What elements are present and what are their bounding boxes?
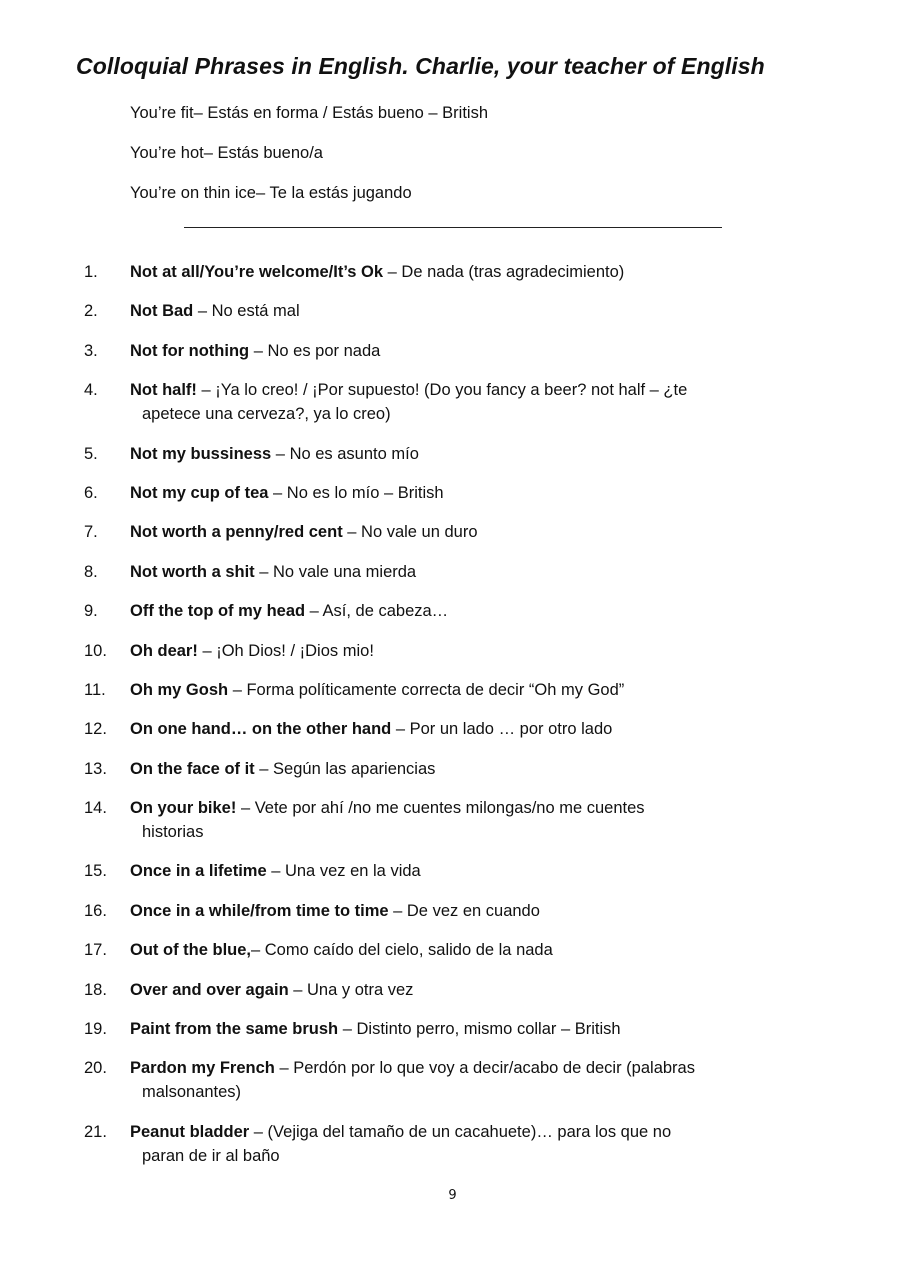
phrase-term: Not at all/You’re welcome/It’s Ok bbox=[130, 263, 384, 281]
phrase-list bbox=[84, 260, 774, 1183]
list-item-text bbox=[130, 1123, 774, 1168]
phrase-definition: – No es lo mío – British bbox=[268, 483, 444, 502]
phrase-term: Not my cup of tea bbox=[130, 483, 269, 502]
list-item-text bbox=[130, 862, 421, 880]
intro-line: You’re on thin ice– Te la estás jugando bbox=[130, 184, 412, 202]
intro-block bbox=[130, 103, 488, 223]
list-item-number: 11. bbox=[84, 680, 106, 699]
intro-line: You’re fit– Estás en forma / Estás bueno – British bbox=[130, 104, 488, 122]
list-item-text bbox=[130, 484, 444, 502]
list-item bbox=[84, 717, 774, 741]
phrase-definition: – (Vejiga del tamaño de un cacahuete)… para los que no bbox=[249, 1122, 672, 1141]
page-title: Colloquial Phrases in English. Charlie, your teacher of English bbox=[76, 53, 765, 79]
phrase-term: On the face of it bbox=[130, 759, 255, 778]
phrase-definition: – Perdón por lo que voy a decir/acabo de decir (palabras bbox=[274, 1059, 695, 1078]
list-item bbox=[84, 260, 774, 284]
phrase-term: Paint from the same brush bbox=[130, 1020, 339, 1039]
phrase-term: Out of the blue, bbox=[130, 941, 251, 960]
list-item bbox=[84, 757, 774, 781]
phrase-term: Off the top of my head bbox=[130, 602, 306, 621]
phrase-definition: – No vale un duro bbox=[342, 523, 478, 542]
list-item-number: 10. bbox=[84, 641, 107, 660]
list-item-number: 2. bbox=[84, 302, 98, 321]
phrase-definition: – Según las apariencias bbox=[254, 759, 436, 778]
list-item-number: 1. bbox=[84, 263, 98, 281]
list-item bbox=[84, 299, 774, 323]
phrase-definition: – Por un lado … por otro lado bbox=[391, 720, 613, 739]
phrase-term: Over and over again bbox=[130, 980, 289, 999]
phrase-definition: – No es por nada bbox=[249, 341, 381, 360]
phrase-term: Oh dear! bbox=[130, 641, 198, 660]
list-item bbox=[84, 339, 774, 363]
phrase-definition: – No vale una mierda bbox=[254, 562, 417, 581]
list-item-text bbox=[130, 602, 448, 620]
list-item bbox=[84, 899, 774, 923]
list-item-text bbox=[130, 302, 300, 320]
list-item bbox=[84, 938, 774, 962]
phrase-definition: – De vez en cuando bbox=[388, 901, 540, 920]
list-item bbox=[84, 639, 774, 663]
phrase-term: Not worth a shit bbox=[130, 562, 255, 581]
list-item bbox=[84, 378, 774, 426]
list-item-text bbox=[130, 902, 540, 920]
list-item-text bbox=[130, 523, 478, 541]
phrase-definition-continued: paran de ir al baño bbox=[142, 1146, 280, 1165]
phrase-term: Not worth a penny/red cent bbox=[130, 523, 343, 542]
phrase-term: Peanut bladder bbox=[130, 1122, 250, 1141]
phrase-definition: – Así, de cabeza… bbox=[305, 602, 449, 621]
list-item-text bbox=[130, 445, 419, 463]
phrase-term: Pardon my French bbox=[130, 1059, 275, 1078]
list-item bbox=[84, 1056, 774, 1104]
phrase-definition: – Como caído del cielo, salido de la nada bbox=[251, 941, 553, 960]
phrase-term: Not for nothing bbox=[130, 341, 250, 360]
list-item-text bbox=[130, 799, 774, 844]
list-item bbox=[84, 796, 774, 844]
list-item-text bbox=[130, 381, 774, 426]
list-item bbox=[84, 520, 774, 544]
list-item-number: 6. bbox=[84, 483, 98, 502]
list-item-text bbox=[130, 642, 374, 660]
list-item-number: 16. bbox=[84, 901, 107, 920]
phrase-definition: – Forma políticamente correcta de decir “Oh my God” bbox=[228, 680, 625, 699]
phrase-term: Not my bussiness bbox=[130, 444, 272, 463]
phrase-definition: – Una vez en la vida bbox=[266, 862, 421, 881]
intro-line: You’re hot– Estás bueno/a bbox=[130, 144, 323, 162]
phrase-definition: – ¡Oh Dios! / ¡Dios mio! bbox=[197, 641, 374, 660]
list-item bbox=[84, 1017, 774, 1041]
phrase-definition: – De nada (tras agradecimiento) bbox=[383, 263, 625, 281]
list-item-number: 4. bbox=[84, 381, 98, 400]
list-item-text bbox=[130, 1059, 774, 1104]
phrase-term: On your bike! bbox=[130, 799, 237, 818]
list-item-text bbox=[130, 263, 624, 281]
phrase-term: Not Bad bbox=[130, 302, 194, 321]
phrase-term: Not half! bbox=[130, 381, 197, 400]
divider-line bbox=[184, 227, 722, 228]
list-item bbox=[84, 978, 774, 1002]
list-item bbox=[84, 481, 774, 505]
list-item-number: 3. bbox=[84, 341, 98, 360]
phrase-definition-continued: apetece una cerveza?, ya lo creo) bbox=[142, 405, 391, 424]
list-item bbox=[84, 1120, 774, 1168]
list-item bbox=[84, 599, 774, 623]
list-item-text bbox=[130, 941, 553, 959]
list-item-number: 19. bbox=[84, 1020, 107, 1039]
phrase-definition: – Vete por ahí /no me cuentes milongas/no me cuentes bbox=[236, 799, 645, 818]
phrase-definition: – No es asunto mío bbox=[271, 444, 419, 463]
list-item-number: 14. bbox=[84, 799, 107, 818]
list-item-text bbox=[130, 1020, 621, 1038]
list-item-number: 9. bbox=[84, 602, 98, 621]
phrase-definition: – No está mal bbox=[193, 302, 300, 321]
phrase-definition: – Distinto perro, mismo collar – British bbox=[338, 1020, 621, 1039]
list-item-number: 20. bbox=[84, 1059, 107, 1078]
list-item bbox=[84, 560, 774, 584]
list-item-text bbox=[130, 720, 612, 738]
list-item-number: 17. bbox=[84, 941, 107, 960]
phrase-term: Once in a lifetime bbox=[130, 862, 267, 881]
list-item bbox=[84, 442, 774, 466]
phrase-term: Oh my Gosh bbox=[130, 680, 229, 699]
phrase-definition: – ¡Ya lo creo! / ¡Por supuesto! (Do you fancy a beer? not half – ¿te bbox=[196, 381, 688, 400]
list-item-number: 13. bbox=[84, 759, 107, 778]
list-item-text bbox=[130, 563, 416, 581]
phrase-definition-continued: malsonantes) bbox=[142, 1083, 242, 1102]
list-item bbox=[84, 859, 774, 883]
list-item-number: 8. bbox=[84, 562, 98, 581]
phrase-term: Once in a while/from time to time bbox=[130, 901, 389, 920]
phrase-term: On one hand… on the other hand bbox=[130, 720, 392, 739]
page-number: 9 bbox=[448, 1188, 457, 1203]
phrase-definition-continued: historias bbox=[142, 823, 204, 842]
list-item-number: 12. bbox=[84, 720, 107, 739]
list-item-text bbox=[130, 342, 380, 360]
list-item-number: 7. bbox=[84, 523, 98, 542]
list-item-number: 15. bbox=[84, 862, 107, 881]
list-item-text bbox=[130, 760, 435, 778]
list-item-number: 18. bbox=[84, 980, 107, 999]
list-item bbox=[84, 678, 774, 702]
list-item-text bbox=[130, 681, 624, 699]
list-item-number: 21. bbox=[84, 1122, 107, 1141]
phrase-definition: – Una y otra vez bbox=[288, 980, 414, 999]
list-item-number: 5. bbox=[84, 444, 98, 463]
list-item-text bbox=[130, 981, 413, 999]
